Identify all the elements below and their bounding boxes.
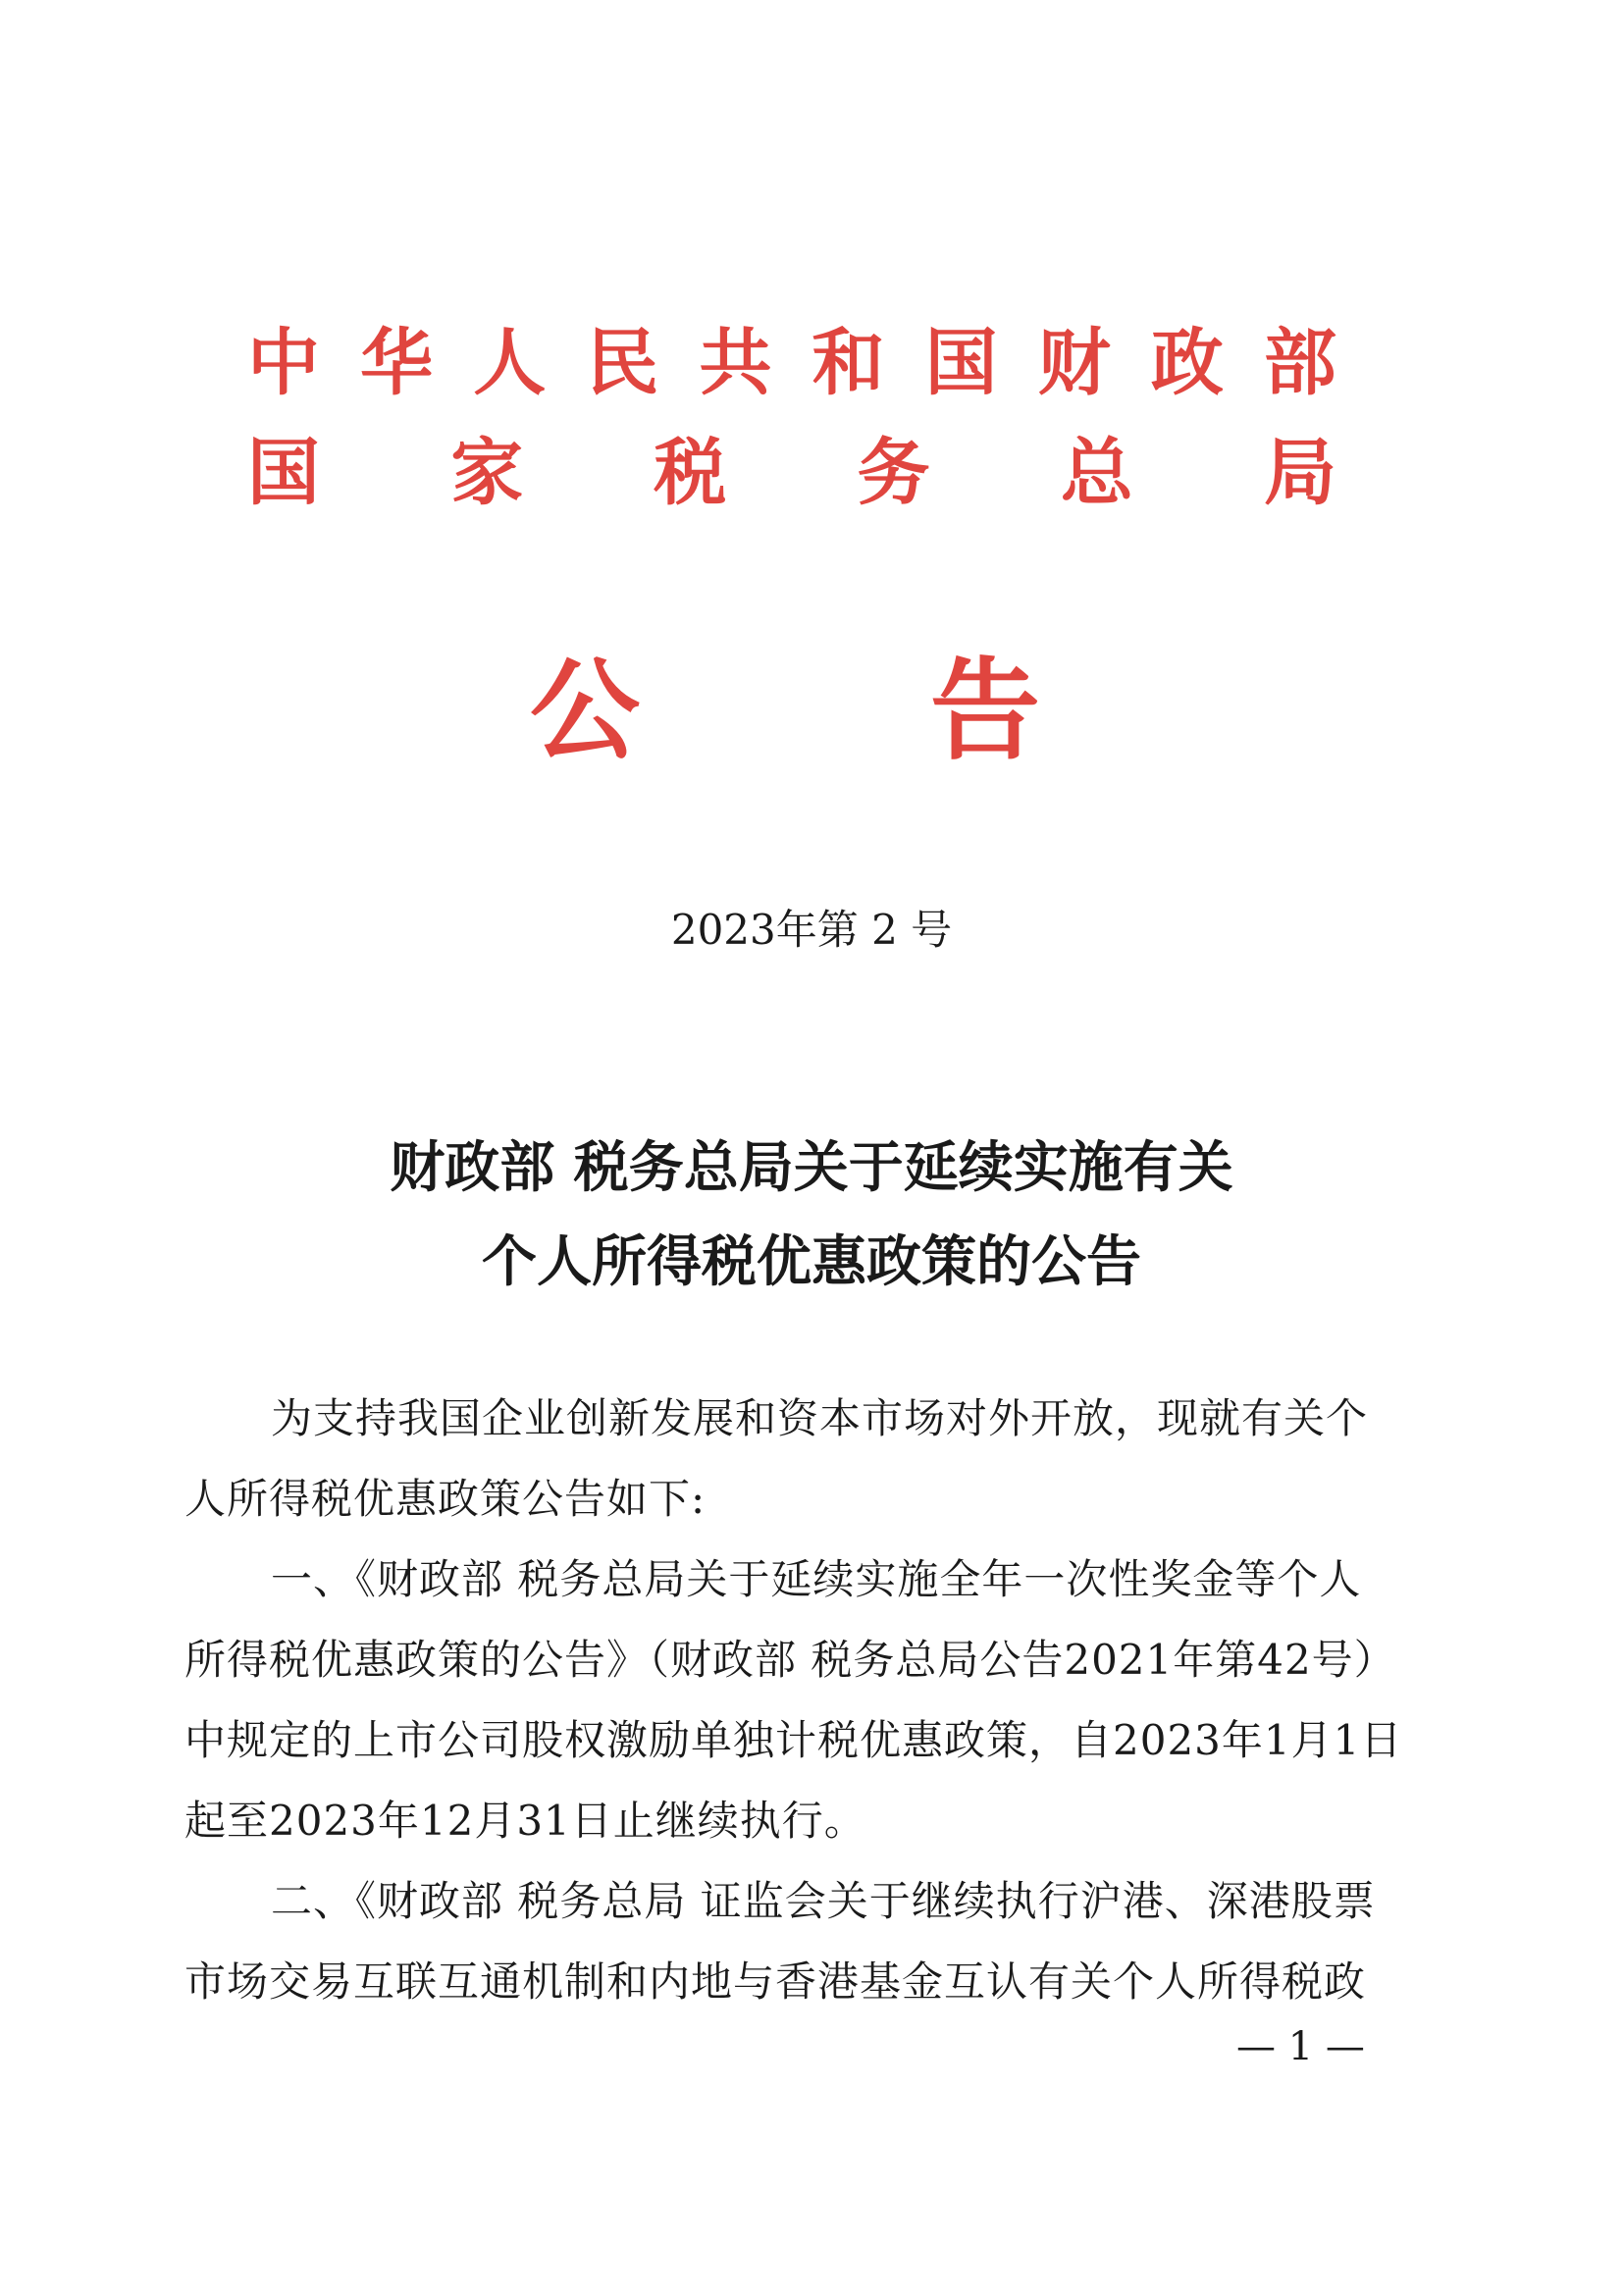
doc-type-char: 告 [930,648,1040,775]
issuer-char: 局 [1263,431,1336,515]
issuer-char: 人 [473,321,547,405]
issuer-char: 务 [857,431,930,515]
document-title-line-1: 财政部 税务总局关于延续实施有关 [390,1135,1233,1200]
document-number: 2023年第 2 号 [670,906,953,954]
issuer-char: 总 [1060,431,1133,515]
body-line: 起至2023年12月31日止继续执行。 [184,1797,866,1845]
issuer-line-2 [247,429,1336,517]
body-line: 人所得税优惠政策公告如下: [184,1475,707,1523]
body-line: 中规定的上市公司股权激励单独计税优惠政策，自2023年1月1日 [184,1716,1403,1764]
body-line: 一、《财政部 税务总局关于延续实施全年一次性奖金等个人 [271,1555,1362,1603]
issuer-char: 民 [586,321,659,405]
issuer-char: 政 [1150,321,1224,405]
document-body [184,1379,1411,2022]
doc-type-char: 公 [530,648,640,775]
body-line: 二、《财政部 税务总局 证监会关于继续执行沪港、深港股票 [271,1877,1376,1925]
body-line: 市场交易互联互通机制和内地与香港基金互认有关个人所得税政 [184,1957,1367,2006]
issuer-char: 部 [1263,321,1336,405]
document-title-line-2: 个人所得税优惠政策的公告 [482,1229,1141,1294]
issuer-char: 华 [360,321,434,405]
body-line: 为支持我国企业创新发展和资本市场对外开放，现就有关个 [271,1394,1369,1442]
issuer-char: 家 [450,431,524,515]
issuer-line-1 [247,319,1336,407]
issuer-char: 国 [924,321,998,405]
issuer-char: 财 [1037,321,1111,405]
issuer-char: 国 [247,431,320,515]
body-line: 所得税优惠政策的公告》（财政部 税务总局公告2021年第42号） [184,1636,1396,1684]
issuer-char: 税 [654,431,727,515]
issuer-char: 中 [247,321,320,405]
issuer-char: 和 [812,321,885,405]
page-number: — 1 — [1236,2024,1365,2069]
document-type-heading [530,648,1040,775]
issuer-char: 共 [699,321,772,405]
